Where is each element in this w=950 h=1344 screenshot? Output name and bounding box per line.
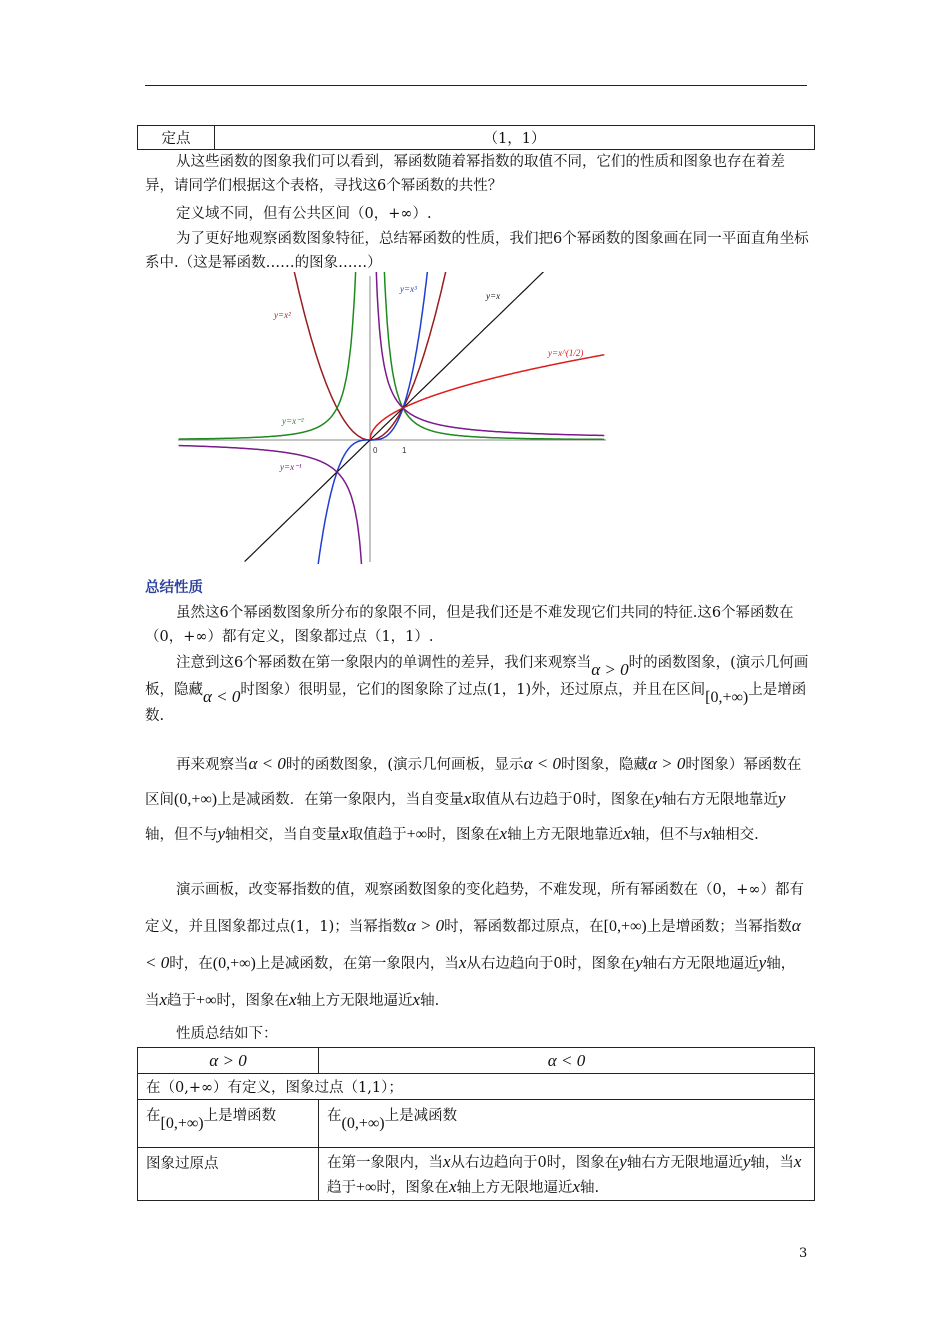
label-y-x-1: y=x⁻¹ [280,462,302,472]
curve-y-x-2-left [179,272,356,439]
power-functions-graph [176,272,608,564]
summary-paragraph-3: 再来观察当α < 0时的函数图象，(演示几何画板，显示α < 0时图象，隐藏α > 0时图象）幂函数在区间(0,+∞)上是减函数．在第一象限内，当自变量x取值从右边趋于0时，图象在y轴右方无限地靠近y轴，但不与y轴相交，当自变量x取值趋于+∞时，图象在x轴上方无限地靠近x轴，但不与x轴相交. [145,754,802,843]
summary-paragraph-4: 演示画板，改变幂指数的值，观察函数图象的变化趋势，不难发现，所有幂函数在（0，+∞）都有定义，并且图象都过点(1，1)；当幂指数α > 0时，幂函数都过原点，在[0,+∞)上是增函数；当幂指数α < 0时，在(0,+∞)上是减函数，在第一象限内，当x从右边趋向于0时，图象在y轴右方无限地逼近y轴，当x趋于+∞时，图象在x轴上方无限地逼近x轴. [145,882,804,1009]
curve-y-x-1-left [179,446,363,565]
label-origin: 0 [373,446,378,455]
header-alpha-neg: α < 0 [319,1048,815,1074]
intro-paragraph-1: 从这些函数的图象我们可以看到，幂函数随着幂指数的取值不同，它们的性质和图象也存在着差异，请同学们根据这个表格，寻找这6个幂函数的共性？ [145,154,785,194]
summary-paragraph-1: 虽然这6个幂函数图象所分布的象限不同，但是我们还是不难发现它们共同的特征.这6个幂函数在（0，+∞）都有定义，图象都过点（1，1）. [145,605,794,645]
curve-y-sqrt-x [370,355,604,440]
label-y-x: y=x [486,291,501,301]
common-property: 在（0,+∞）有定义，图象过点（1,1）； [138,1074,815,1100]
properties-table [137,1047,815,1201]
curve-y-x3 [316,272,430,564]
summary-paragraph-2: 注意到这6个幂函数在第一象限内的单调性的差异，我们来观察当α > 0时的函数图象，(演示几何画板，隐藏α < 0时图象）很明显，它们的图象除了过点(1，1)外，还过原点，并且在区间[0,+∞)上是增函数. [145,655,809,724]
section-heading: 总结性质 [145,580,203,596]
label-y-sqrt-x: y=x^(1/2) [548,348,584,358]
increasing-cell: 在[0,+∞)上是增函数 [138,1100,319,1148]
math-alpha-neg: α < 0 [203,687,241,706]
label-y-x-2: y=x⁻² [282,416,304,426]
header-alpha-pos: α > 0 [138,1048,319,1074]
page-number: 3 [799,1246,808,1261]
intro-paragraph-2: 定义域不同，但有公共区间（0，+∞）. [176,206,432,222]
origin-cell: 图象过原点 [138,1148,319,1201]
fixed-point-label: 定点 [138,126,215,150]
decreasing-cell: 在(0,+∞)上是减函数 [319,1100,815,1148]
intro-paragraph-3: 为了更好地观察函数图象特征，总结幂函数的性质，我们把6个幂函数的图象画在同一平面直角坐标系中.（这是幂函数……的图象……） [145,231,809,271]
fixed-point-value: （1，1） [215,126,815,150]
label-y-x2: y=x² [274,310,291,320]
label-y-x3: y=x³ [400,284,417,294]
label-one: 1 [402,446,407,455]
header-rule [145,85,807,86]
asymptote-cell: 在第一象限内，当x从右边趋向于0时，图象在y轴右方无限地逼近y轴，当x趋于+∞时，图象在x轴上方无限地逼近x轴. [319,1148,815,1201]
math-closed-interval: [0,+∞) [705,689,749,706]
summary-paragraph-5: 性质总结如下： [176,1026,278,1042]
math-alpha-pos: α > 0 [591,660,629,679]
fixed-point-table [137,125,815,150]
